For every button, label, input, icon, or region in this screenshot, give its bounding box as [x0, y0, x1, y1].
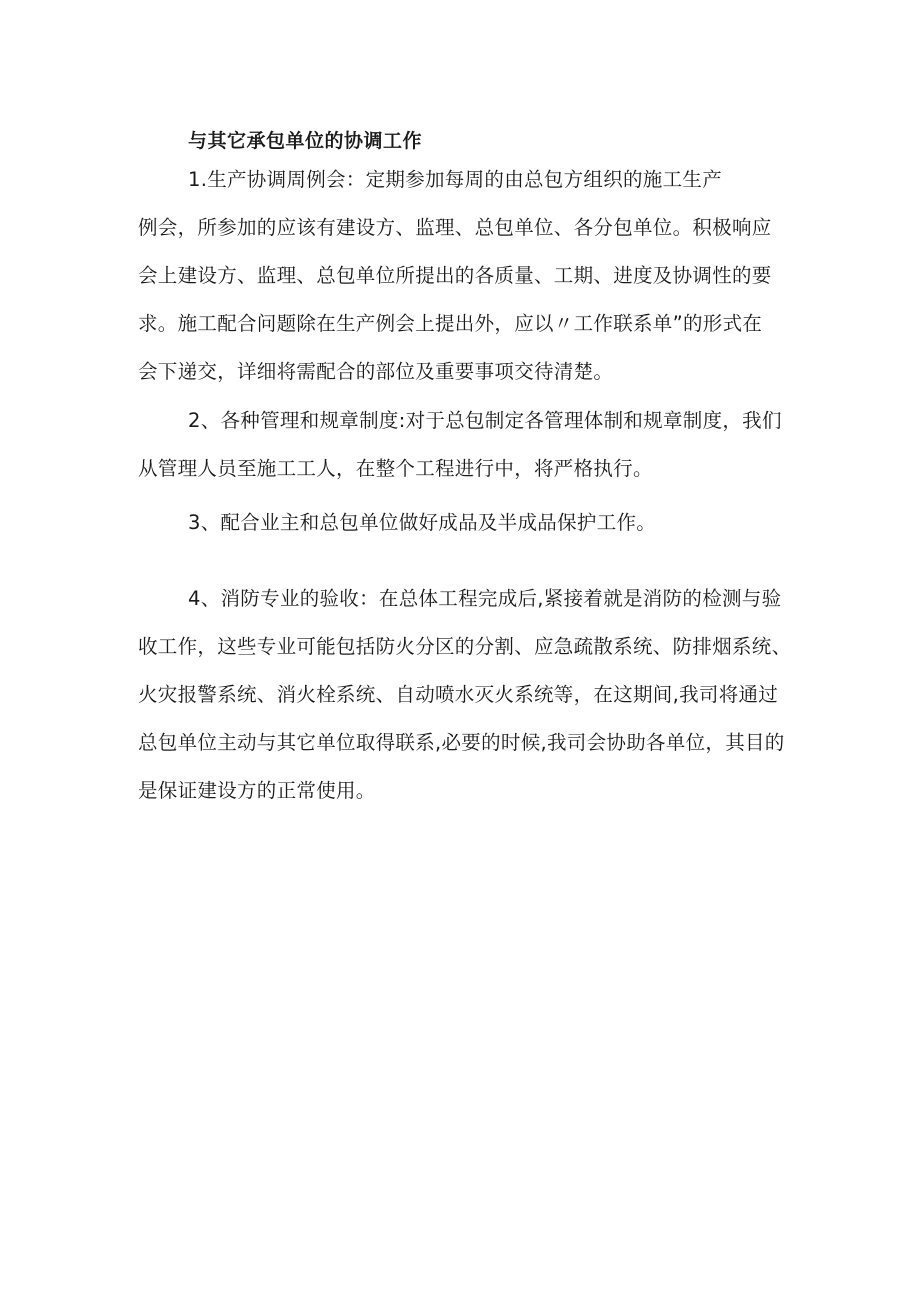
paragraph-1-line-1: 1.生产协调周例会：定期参加每周的由总包方组织的施工生产	[188, 168, 723, 191]
paragraph-1-line-4: 求。施工配合问题除在生产例会上提出外，应以〃工作联系单”的形式在	[138, 312, 763, 335]
paragraph-4-line-4: 总包单位主动与其它单位取得联系,必要的时候,我司会协助各单位，其目的	[138, 731, 785, 754]
paragraph-2-line-2: 从管理人员至施工工人，在整个工程进行中，将严格执行。	[138, 457, 653, 480]
paragraph-3-line-1: 3、配合业主和总包单位做好成品及半成品保护工作。	[188, 511, 657, 534]
paragraph-1-line-2: 例会，所参加的应该有建设方、监理、总包单位、各分包单位。积极响应	[138, 216, 772, 239]
paragraph-4-line-1: 4、消防专业的验收：在总体工程完成后,紧接着就是消防的检测与验	[188, 587, 782, 610]
paragraph-4-line-3: 火灾报警系统、消火栓系统、自动喷水灭火系统等，在这期间,我司将通过	[138, 683, 779, 706]
paragraph-1-line-3: 会上建设方、监理、总包单位所提出的各质量、工期、进度及协调性的要	[138, 264, 772, 287]
document-title: 与其它承包单位的协调工作	[188, 130, 423, 152]
paragraph-1-line-5: 会下递交，详细将需配合的部位及重要事项交待清楚。	[138, 360, 614, 383]
paragraph-2-line-1: 2、各种管理和规章制度:对于总包制定各管理体制和规章制度，我们	[188, 409, 782, 432]
paragraph-4-line-5: 是保证建设方的正常使用。	[138, 779, 376, 802]
paragraph-4-line-2: 收工作，这些专业可能包括防火分区的分割、应急疏散系统、防排烟系统、	[138, 635, 792, 658]
